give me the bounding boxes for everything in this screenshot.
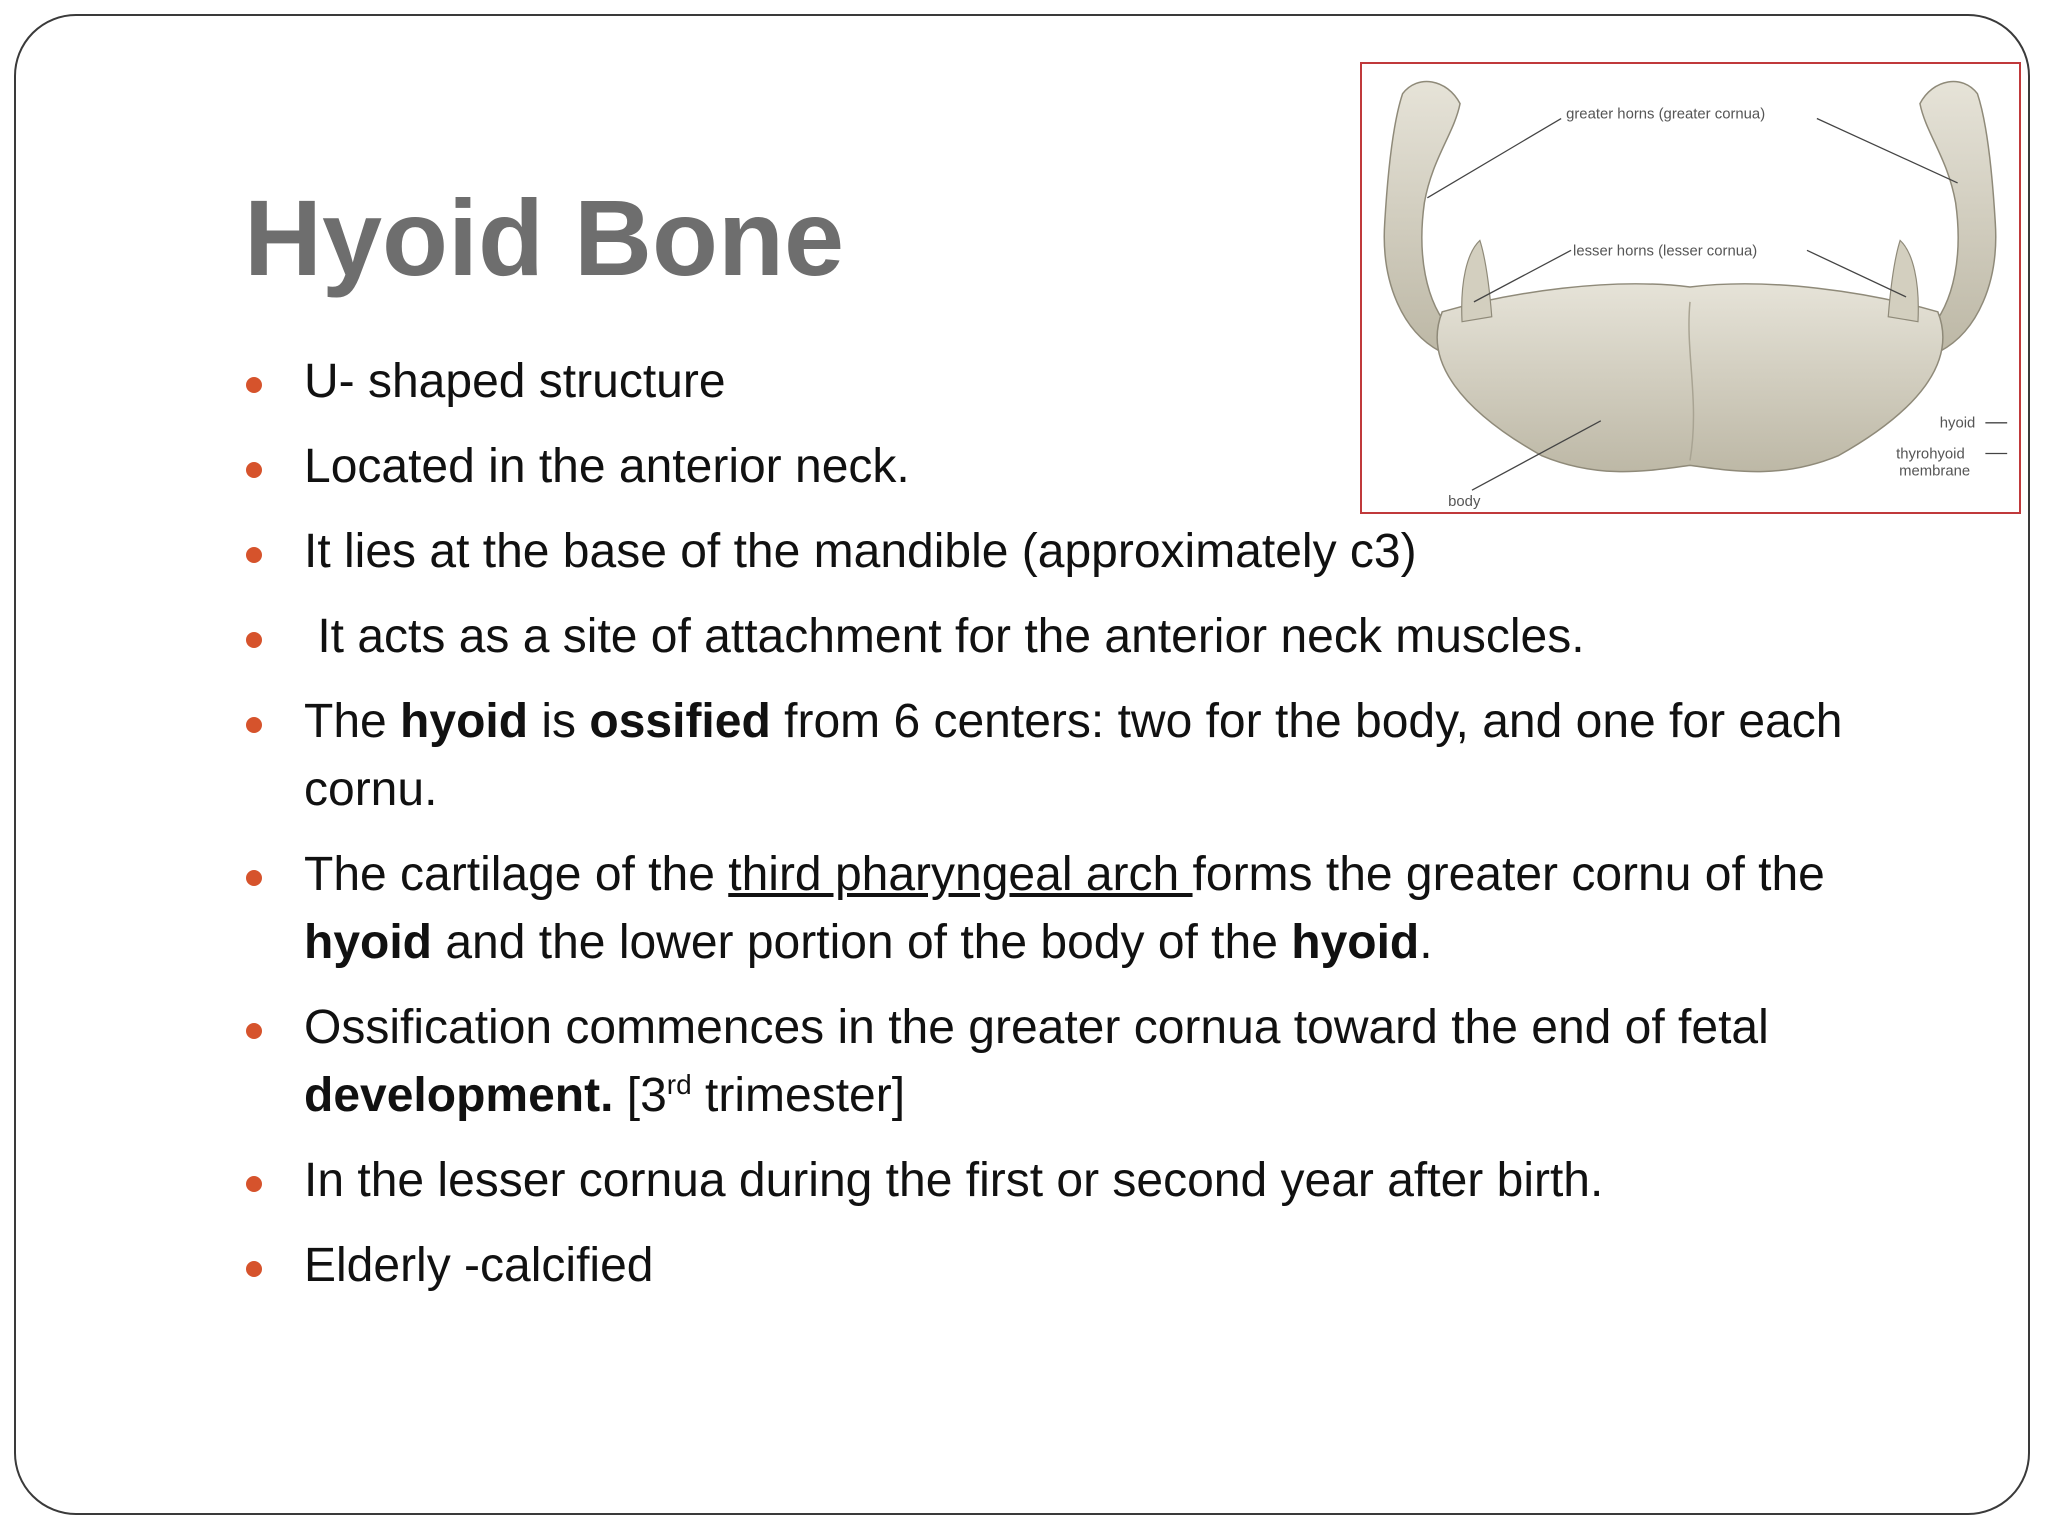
list-item: Elderly -calcified [236,1232,1936,1300]
label-lesser-horns: lesser horns (lesser cornua) [1573,243,1758,260]
label-hyoid: hyoid [1939,415,1976,432]
label-body: body [1448,494,1481,511]
left-lesser-horn [1462,240,1492,321]
list-item: Ossification commences in the greater cornua toward the end of fetal development. [3rd trimester] [236,994,1936,1130]
label-thyrohyoid: thyrohyoid [1896,446,1965,463]
label-greater-horns: greater horns (greater cornua) [1566,106,1766,123]
bullet-dot-icon [246,717,262,733]
underlined-term: third pharyngeal arch [728,848,1193,901]
bullet-dot-icon [246,1176,262,1192]
bullet-dot-icon [246,462,262,478]
list-item: It acts as a site of attachment for the anterior neck muscles. [236,603,1936,671]
bullet-dot-icon [246,632,262,648]
label-membrane: membrane [1899,463,1971,480]
bullet-dot-icon [246,377,262,393]
list-item: U- shaped structure [236,348,1936,416]
bullet-dot-icon [246,1261,262,1277]
right-lesser-horn [1888,240,1918,321]
list-item: The hyoid is ossified from 6 centers: two for the body, and one for each cornu. [236,688,1936,824]
list-item: It lies at the base of the mandible (approximately c3) [236,518,1936,586]
list-item: In the lesser cornua during the first or second year after birth. [236,1147,1936,1215]
slide-title: Hyoid Bone [244,177,845,298]
bullet-list [236,348,1936,1317]
bullet-dot-icon [246,547,262,563]
slide [14,14,2030,1515]
list-item: The cartilage of the third pharyngeal arch forms the greater cornu of the hyoid and the lower portion of the body of the hyoid. [236,841,1936,977]
list-item: Located in the anterior neck. [236,433,1936,501]
bullet-dot-icon [246,870,262,886]
bullet-dot-icon [246,1023,262,1039]
